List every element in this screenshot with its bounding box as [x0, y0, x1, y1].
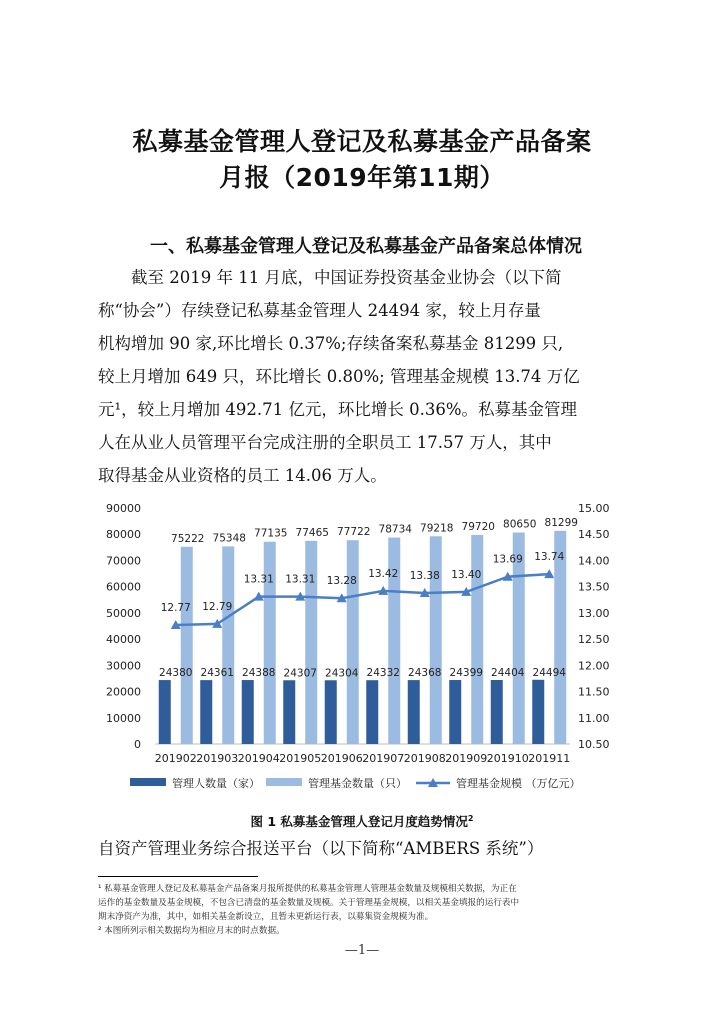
data-label-manager-count: 24307 [283, 667, 317, 680]
bar-fund-count [181, 547, 193, 744]
bar-manager-count [408, 680, 420, 744]
x-tick-label: 201907 [362, 752, 405, 765]
data-label-fund-scale: 13.38 [409, 569, 440, 582]
paragraph-line: 取得基金从业资格的员工 14.06 万人。 [98, 466, 387, 485]
bar-fund-count [305, 541, 317, 744]
legend-label-fund-count: 管理基金数量（只） [308, 777, 407, 790]
bar-fund-count [430, 536, 442, 744]
paragraph-line: 机构增加 90 家,环比增长 0.37%;存续备案私募基金 81299 只, [98, 334, 564, 353]
data-label-fund-scale: 12.77 [160, 601, 191, 614]
data-label-fund-scale: 13.28 [326, 575, 357, 588]
data-label-fund-count: 75222 [171, 532, 205, 545]
bar-manager-count [366, 680, 378, 744]
continuation-text: 自资产管理业务综合报送平台（以下简称“AMBERS 系统”） [98, 839, 544, 858]
bar-manager-count [200, 680, 212, 744]
page-number: —1— [344, 943, 380, 958]
footnote-line: 期末净资产为准，其中，如相关基金新设立，且暂未更新运行表，以募集资金规模为准。 [98, 912, 434, 922]
bar-manager-count [532, 680, 544, 744]
data-label-manager-count: 24388 [242, 667, 276, 680]
paragraph-line: 称“协会”）存续登记私募基金管理人 24494 家，较上月存量 [98, 301, 541, 320]
paragraph-line: 较上月增加 649 只，环比增长 0.80%; 管理基金规模 13.74 万亿 [98, 367, 580, 386]
footnote-line: ² 本图所列示相关数据均为相应月末的时点数据。 [98, 926, 285, 936]
x-tick-label: 201904 [237, 752, 280, 765]
paragraph-line: 截至 2019 年 11 月底，中国证券投资基金业协会（以下简 [131, 268, 562, 287]
bar-fund-count [222, 546, 234, 744]
data-label-manager-count: 24368 [408, 667, 442, 680]
bar-manager-count [159, 680, 171, 744]
footnote-line: ¹ 私募基金管理人登记及私募基金产品备案月报所提供的私募基金管理人管理基金数量及规模相关数据，为正在 [98, 884, 517, 894]
data-label-manager-count: 24399 [449, 667, 483, 680]
data-label-manager-count: 24404 [491, 667, 525, 680]
data-label-fund-count: 77465 [295, 526, 329, 539]
chart-container [100, 496, 634, 800]
bar-fund-count [264, 542, 276, 744]
data-label-fund-scale: 13.31 [285, 573, 316, 586]
y-left-tick-label: 40000 [106, 633, 141, 647]
y-right-tick-label: 13.00 [578, 606, 610, 620]
data-label-manager-count: 24380 [159, 667, 193, 680]
trend-chart [100, 496, 634, 800]
data-label-manager-count: 24494 [532, 666, 566, 679]
bar-fund-count [471, 535, 483, 744]
y-left-tick-label: 80000 [106, 528, 141, 542]
footnote-line: 运作的基金数量及基金规模，不包含已清盘的基金数量及规模。关于管理基金规模，以相关基金填报的运行表中 [98, 898, 520, 908]
y-right-tick-label: 12.00 [578, 659, 610, 673]
legend-swatch-fund-count [266, 778, 302, 786]
legend-label-manager-count: 管理人数量（家） [172, 777, 260, 790]
summary-paragraph [98, 261, 632, 492]
data-label-manager-count: 24304 [325, 667, 359, 680]
footnotes [98, 882, 632, 938]
y-right-tick-label: 14.50 [578, 528, 610, 542]
data-label-manager-count: 24332 [366, 667, 400, 680]
bar-manager-count [283, 680, 295, 744]
y-left-tick-label: 30000 [106, 659, 141, 673]
data-label-fund-count: 79218 [420, 522, 454, 535]
bar-manager-count [325, 680, 337, 744]
section-heading: 一、私募基金管理人登记及私募基金产品备案总体情况 [150, 236, 582, 257]
paragraph-line: 人在从业人员管理平台完成注册的全职员工 17.57 万人，其中 [98, 433, 552, 452]
x-tick-label: 201909 [445, 752, 488, 765]
x-tick-label: 201906 [320, 752, 363, 765]
data-label-fund-count: 81299 [544, 516, 578, 529]
figure-caption-text: 图 1 私募基金管理人登记月度趋势情况 [250, 814, 468, 829]
y-right-tick-label: 15.00 [578, 502, 610, 515]
data-label-fund-count: 75348 [212, 532, 246, 545]
report-title-line2: 月报（2019年第11期） [219, 163, 505, 192]
y-right-tick-label: 11.50 [578, 685, 610, 699]
y-left-tick-label: 0 [134, 738, 141, 751]
x-tick-label: 201902 [154, 752, 197, 765]
data-label-manager-count: 24361 [200, 667, 234, 680]
data-label-fund-count: 80650 [503, 518, 537, 531]
data-label-fund-count: 77722 [337, 526, 371, 539]
bar-fund-count [347, 540, 359, 744]
figure-caption [0, 812, 724, 830]
y-left-tick-label: 70000 [106, 554, 141, 568]
bar-manager-count [449, 680, 461, 744]
y-right-tick-label: 10.50 [578, 738, 610, 751]
y-left-tick-label: 20000 [106, 685, 141, 699]
y-left-tick-label: 60000 [106, 580, 141, 594]
paragraph-line: 元¹，较上月增加 492.71 亿元，环比增长 0.36%。私募基金管理 [98, 400, 577, 419]
data-label-fund-count: 79720 [461, 520, 495, 533]
y-left-tick-label: 50000 [106, 606, 141, 620]
data-label-fund-scale: 12.79 [202, 600, 233, 613]
bar-manager-count [491, 680, 503, 744]
x-tick-label: 201908 [403, 752, 446, 765]
data-label-fund-count: 77135 [254, 527, 288, 540]
y-left-tick-label: 90000 [106, 502, 141, 515]
x-tick-label: 201910 [486, 752, 529, 765]
data-label-fund-count: 78734 [378, 523, 412, 536]
legend-label-fund-scale: 管理基金规模 （万亿元） [456, 777, 581, 790]
x-tick-label: 201903 [196, 752, 239, 765]
figure-caption-footnote-ref: 2 [467, 813, 474, 823]
report-title-line1: 私募基金管理人登记及私募基金产品备案 [132, 127, 592, 156]
data-label-fund-scale: 13.42 [368, 567, 399, 580]
y-left-tick-label: 10000 [106, 711, 141, 725]
x-tick-label: 201911 [528, 752, 571, 765]
bar-manager-count [242, 680, 254, 744]
data-label-fund-scale: 13.74 [534, 551, 565, 564]
y-right-tick-label: 11.00 [578, 711, 610, 725]
data-label-fund-scale: 13.31 [243, 573, 274, 586]
y-right-tick-label: 12.50 [578, 633, 610, 647]
footnote-divider [98, 876, 258, 877]
data-label-fund-scale: 13.69 [492, 553, 523, 566]
x-tick-label: 201905 [279, 752, 322, 765]
y-right-tick-label: 14.00 [578, 554, 610, 568]
legend-swatch-manager-count [130, 778, 166, 786]
y-right-tick-label: 13.50 [578, 580, 610, 594]
data-label-fund-scale: 13.40 [451, 568, 482, 581]
